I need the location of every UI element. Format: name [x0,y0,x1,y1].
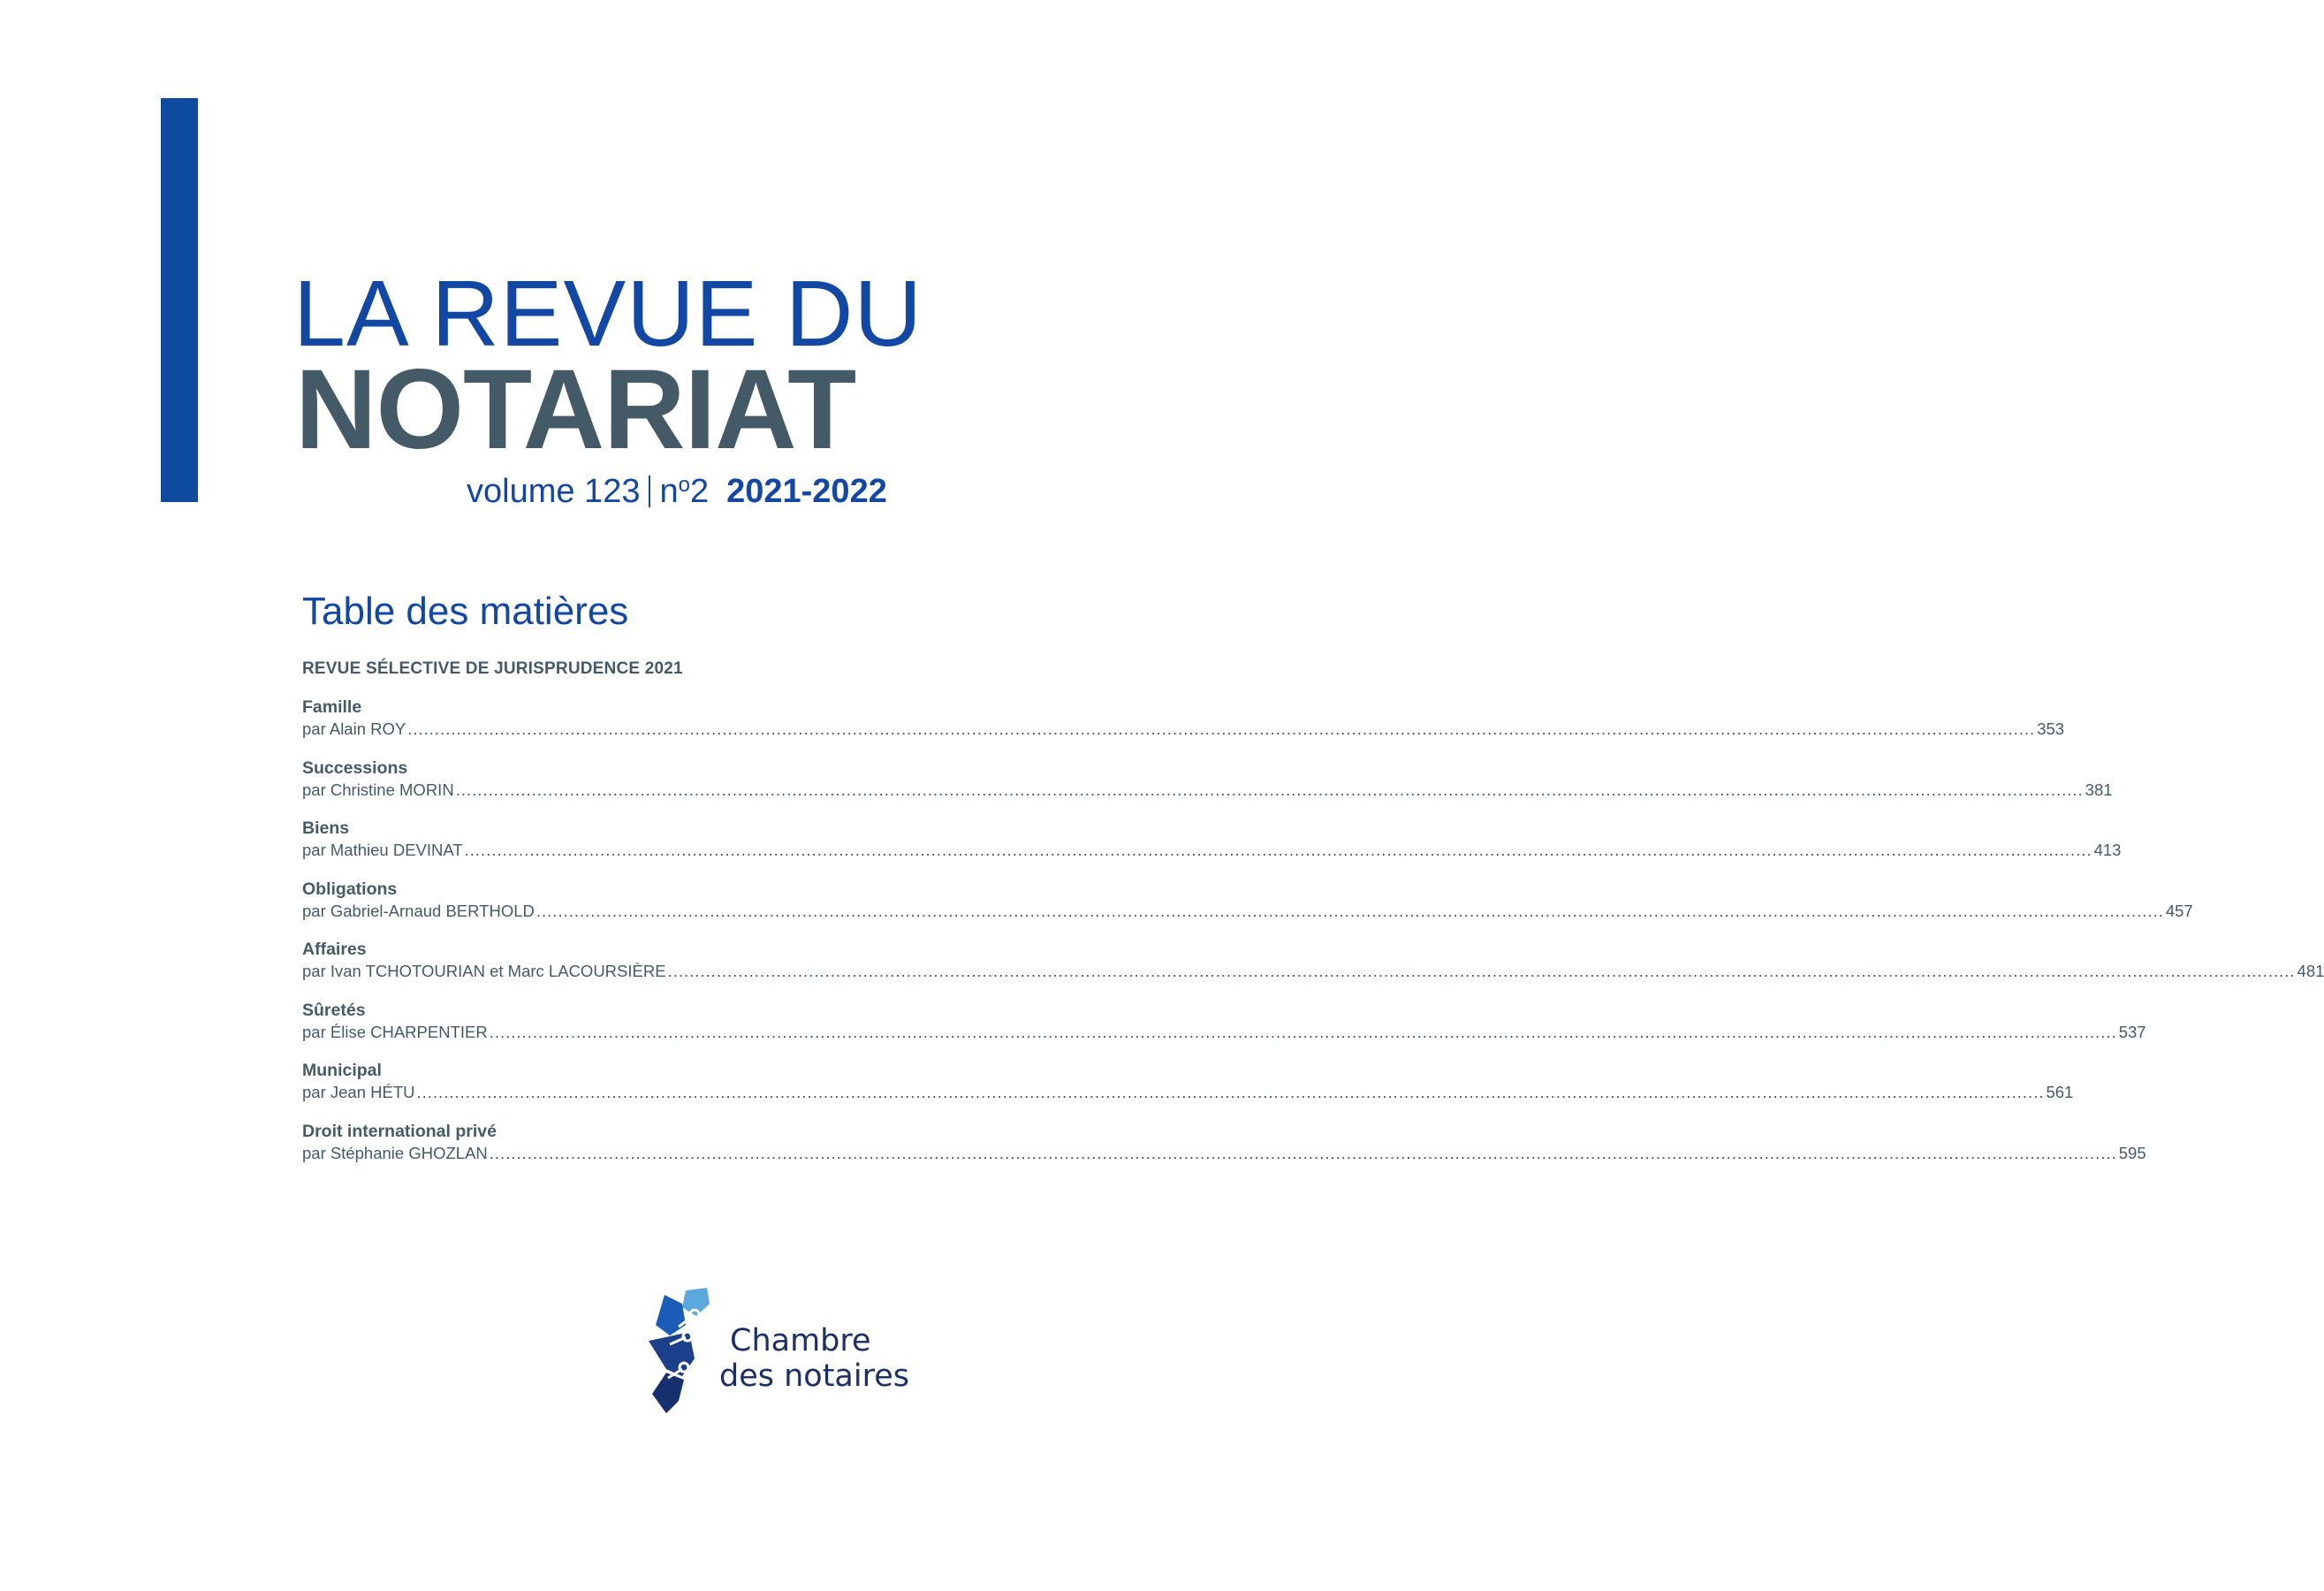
toc-leader-dots: ............................................................................................................................................................................................................................................................................................................ [407,719,2036,738]
toc-entry-line [302,1142,2146,1165]
toc-entry [302,879,2193,940]
toc-leader-dots: ............................................................................................................................................................................................................................................................................................................ [464,841,2092,859]
toc-entry [302,818,2122,879]
toc-entry-page: 413 [2093,841,2122,859]
toc-entry-author: par Stéphanie GHOZLAN [302,1143,488,1162]
toc-entry [302,757,2113,819]
number-superscript: o [678,473,690,497]
issue-separator [649,476,650,507]
number-prefix: n [659,473,679,510]
toc-entry-author: par Mathieu DEVINAT [302,841,463,859]
toc-heading: Table des matières [302,590,629,633]
toc-leader-dots: ............................................................................................................................................................................................................................................................................................................ [489,1022,2117,1041]
toc-entry [302,1000,2146,1062]
toc-entry-title: Successions [302,757,408,778]
toc-leader-dots: ............................................................................................................................................................................................................................................................................................................ [667,962,2296,980]
logo-line2: des notaires [719,1359,909,1394]
issue-number: 2 [689,473,710,510]
accent-bar [161,98,198,502]
journal-title-line1: LA REVUE DU [293,262,923,366]
toc-entry-author: par Élise CHARPENTIER [302,1022,488,1041]
toc-entry-author: par Jean HÉTU [302,1083,415,1101]
toc-entry-page: 595 [2118,1143,2146,1162]
toc-leader-dots: ............................................................................................................................................................................................................................................................................................................ [489,1143,2117,1162]
issue-info [467,472,908,511]
toc-entry-title: Obligations [302,879,398,899]
toc-entry [302,1121,2146,1183]
toc-entry-author: par Christine MORIN [302,780,454,799]
toc-entry-line [302,1081,2074,1104]
toc-entry-page: 561 [2046,1083,2074,1101]
toc-entry-title: Affaires [302,940,367,959]
toc-entry-author: par Ivan TCHOTOURIAN et Marc LACOURSIÈRE [302,962,666,980]
toc-entry-page: 457 [2165,901,2193,920]
toc-entry [302,1061,2074,1122]
journal-title-line2: NOTARIAT [295,346,856,473]
toc-leader-dots: ............................................................................................................................................................................................................................................................................................................ [535,901,2164,920]
logo-line1: Chambre [730,1323,871,1359]
toc-entry [302,940,2324,1001]
pen-nib-icon [643,1286,723,1419]
toc-entry-page: 353 [2037,719,2065,738]
toc-entry-line [302,900,2193,923]
toc-entry-title: Biens [302,818,350,838]
toc-entry-title: Famille [302,697,362,717]
logo-text [719,1323,909,1394]
issue-years: 2021-2022 [726,473,887,510]
toc-entry-page: 381 [2085,780,2113,799]
toc-entry-title: Sûretés [302,1000,366,1020]
toc-entry-page: 481 [2297,962,2324,980]
volume-label: volume 123 [467,473,641,510]
toc-entry-line [302,1021,2146,1044]
toc-entry-title: Municipal [302,1061,382,1080]
toc-entry-title: Droit international privé [302,1121,497,1141]
toc-entry-line [302,839,2122,862]
section-heading: REVUE SÉLECTIVE DE JURISPRUDENCE 2021 [302,659,683,678]
toc-entry-line [302,960,2324,983]
toc-entry-author: par Alain ROY [302,719,406,738]
toc-entry [302,697,2065,758]
toc-leader-dots: ............................................................................................................................................................................................................................................................................................................ [455,780,2084,799]
toc-leader-dots: ............................................................................................................................................................................................................................................................................................................ [416,1083,2045,1101]
toc-entry-line [302,779,2113,802]
toc-list [302,697,2324,1182]
toc-entry-page: 537 [2118,1022,2146,1041]
toc-entry-line [302,718,2065,741]
toc-entry-author: par Gabriel-Arnaud BERTHOLD [302,901,535,920]
chambre-des-notaires-logo [643,1286,917,1419]
